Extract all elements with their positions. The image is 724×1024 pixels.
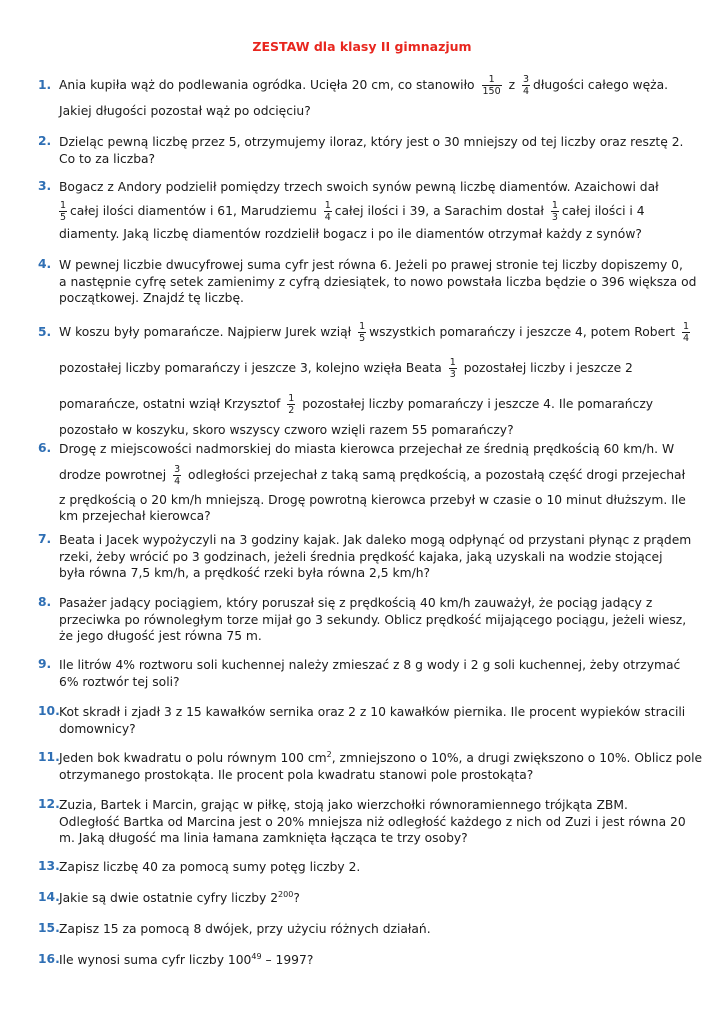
task-number: 5. [38, 325, 52, 339]
task-text: Zapisz liczbę 40 za pomocą sumy potęg liczby 2. [59, 860, 361, 874]
task-12 [38, 797, 686, 847]
task-text: że jego długość jest równa 75 m. [59, 629, 262, 643]
task-text: długości całego węża. [533, 78, 669, 92]
task-text: , zmniejszono o 10%, a drugi zwiększono o 10%. Oblicz pole [331, 751, 703, 765]
task-text: Ile litrów 4% roztworu soli kuchennej należy zmieszać z 8 g wody i 2 g soli kuchennej, żeby otrzymać [59, 658, 681, 672]
task-text: pozostałej liczby pomarańczy i jeszcze 4. Ile pomarańczy [302, 397, 654, 411]
fraction: $\frac{1}{5}$ [60, 199, 67, 223]
fraction: $\frac{1}{3}$ [551, 199, 558, 223]
task-9 [38, 657, 686, 690]
task-text: przeciwka po równoległym torze mijał go 3 sekundy. Oblicz prędkość mijającego pociągu, jeżeli wiesz, [59, 612, 687, 627]
task-text: całej ilości i 4 [561, 203, 645, 218]
task-11 [38, 749, 703, 783]
task-text: pomarańcze, ostatni wziął Krzysztof [59, 397, 281, 411]
task-number: 4. [38, 257, 52, 271]
task-number: 16. [38, 952, 60, 966]
task-14 [38, 890, 686, 907]
task-number: 6. [38, 441, 52, 455]
task-number: 3. [38, 179, 52, 193]
exponent: 200 [278, 889, 294, 899]
task-text: rzeki, żeby wrócić po 3 godzinach, jeżeli średnia prędkość kajaka, jaką uzyskali na wodzie stojącej [59, 549, 663, 564]
task-text: diamenty. Jaką liczbę diamentów rozdzielił bogacz i po ile diamentów otrzymał każdy z synów? [59, 226, 642, 241]
task-text: W koszu były pomarańcze. Najpierw Jurek wziął [59, 325, 352, 339]
task-text: otrzymanego prostokąta. Ile procent pola kwadratu stanowi pole prostokąta? [59, 767, 534, 782]
task-text: Jakiej długości pozostał wąż po odcięciu? [59, 104, 311, 118]
fraction: $\frac{1}{3}$ [449, 357, 456, 380]
task-text: wszystkich pomarańczy i jeszcze 4, potem Robert [369, 325, 676, 339]
task-text: – 1997? [261, 953, 314, 967]
task-number: 9. [38, 657, 52, 671]
task-6 [38, 441, 686, 525]
task-text: całej ilości i 39, a Sarachim dostał [334, 203, 544, 218]
task-text: Jakie są dwie ostatnie cyfry liczby 2 [59, 891, 279, 905]
task-text: Ile wynosi suma cyfr liczby 100 [59, 953, 252, 967]
task-10 [38, 704, 686, 737]
task-text: Zuzia, Bartek i Marcin, grając w piłkę, stoją jako wierzchołki równoramiennego trójkąta ZBM. [59, 798, 628, 812]
task-text: Zapisz 15 za pomocą 8 dwójek, przy użyciu różnych działań. [59, 922, 431, 936]
task-text: Beata i Jacek wypożyczyli na 3 godziny kajak. Jak daleko mogą odpłynąć od przystani płynąc z prądem [59, 533, 692, 547]
fraction: $\frac{1}{150}$ [482, 74, 501, 97]
task-text: Drogę z miejscowości nadmorskiej do miasta kierowca przejechał ze średnią prędkością 60 km/h. W [59, 442, 675, 456]
page-title: ZESTAW dla klasy II gimnazjum [252, 39, 472, 54]
exponent: 2 [326, 749, 332, 759]
task-text: pozostałej liczby pomarańczy i jeszcze 3, kolejno wzięła Beata [59, 361, 442, 375]
task-number: 7. [38, 532, 52, 546]
fraction: $\frac{1}{4}$ [682, 321, 690, 344]
task-text: Odległość Bartka od Marcina jest o 20% mniejsza niż odległość każdego z nich od Zuzi i jest równa 20 [59, 814, 686, 829]
task-text: była równa 7,5 km/h, a prędkość rzeki była równa 2,5 km/h? [59, 566, 431, 580]
fraction: $\frac{1}{2}$ [288, 393, 295, 416]
task-text: Ania kupiła wąż do podlewania ogródka. Ucięła 20 cm, co stanowiło [59, 78, 475, 92]
task-7 [38, 532, 692, 582]
task-text: ? [293, 891, 300, 905]
task-number: 1. [38, 78, 52, 92]
task-number: 10. [38, 704, 60, 718]
fraction: $\frac{3}{4}$ [522, 74, 530, 97]
task-3 [38, 179, 686, 242]
task-text: z [508, 78, 516, 92]
task-text: W pewnej liczbie dwucyfrowej suma cyfr jest równa 6. Jeżeli po prawej stronie tej liczby dopiszemy 0, [59, 258, 683, 272]
task-text: pozostałej liczby i jeszcze 2 [463, 361, 633, 375]
task-text: Jeden bok kwadratu o polu równym 100 cm [59, 751, 327, 765]
task-number: 15. [38, 921, 60, 935]
task-text: drodze powrotnej [59, 467, 167, 482]
task-number: 11. [38, 750, 60, 764]
task-text: Pasażer jadący pociągiem, który poruszał się z prędkością 40 km/h zauważył, że pociąg jadący z [59, 596, 653, 610]
task-5 [38, 314, 690, 438]
task-4 [38, 257, 697, 307]
task-2 [38, 134, 686, 167]
fraction: $\frac{1}{4}$ [324, 199, 331, 223]
task-8 [38, 595, 686, 645]
task-text: 6% roztwór tej soli? [59, 674, 180, 689]
task-text: całej ilości diamentów i 61, Marudziemu [70, 203, 317, 218]
task-text: odległości przejechał z taką samą prędkością, a pozostałą część drogi przejechał [188, 467, 686, 482]
task-number: 14. [38, 890, 60, 904]
fraction: $\frac{3}{4}$ [174, 463, 181, 487]
task-text: km przejechał kierowca? [59, 509, 211, 523]
task-text: a następnie cyfrę setek zamienimy z cyfrą dziesiątek, to nowo powstała liczba będzie o 396 większa od [59, 274, 697, 289]
task-text: z prędkością o 20 km/h mniejszą. Drogę powrotną kierowca przebył w czasie o 10 minut dłuższym. Ile [59, 492, 686, 507]
task-number: 2. [38, 134, 52, 148]
task-16 [38, 952, 686, 969]
task-text: Dzieląc pewną liczbę przez 5, otrzymujemy iloraz, który jest o 30 mniejszy od tej liczby oraz resztę 2. [59, 135, 684, 149]
fraction: $\frac{1}{5}$ [359, 321, 366, 344]
task-15 [38, 921, 686, 938]
task-number: 13. [38, 859, 60, 873]
task-1 [38, 67, 686, 120]
task-text: Kot skradł i zjadł 3 z 15 kawałków sernika oraz 2 z 10 kawałków piernika. Ile procent wypieków stracili [59, 705, 686, 719]
task-text: Co to za liczba? [59, 151, 156, 166]
task-number: 12. [38, 797, 60, 811]
task-number: 8. [38, 595, 52, 609]
task-text: Bogacz z Andory podzielił pomiędzy trzech swoich synów pewną liczbę diamentów. Azaichowi dał [59, 180, 659, 194]
task-text: początkowej. Znajdź tę liczbę. [59, 291, 244, 305]
task-text: m. Jaką długość ma linia łamana zamknięta łącząca te trzy osoby? [59, 831, 468, 845]
task-text: domownicy? [59, 721, 136, 736]
exponent: 49 [251, 951, 262, 961]
task-13 [38, 859, 686, 876]
task-text: pozostało w koszyku, skoro wszyscy czworo wzięli razem 55 pomarańczy? [59, 423, 514, 437]
